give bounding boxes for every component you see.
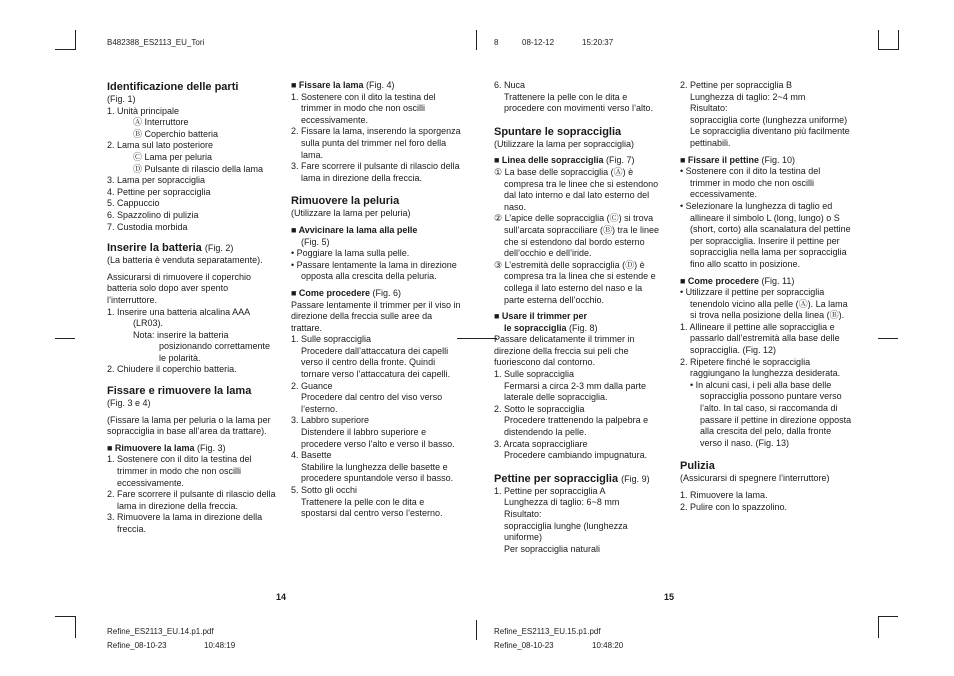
- area-desc: Trattenere la pelle con le dita e spostarsi dal centro verso l’esterno.: [301, 496, 443, 519]
- section-heading-peluria: Rimuovere la peluria: [291, 195, 400, 208]
- comb-detail: Lunghezza di taglio: 2~4 mm: [690, 91, 806, 102]
- area-title: 6. Nuca: [494, 80, 526, 90]
- figure-ref: (Fig. 11): [761, 275, 795, 286]
- comb-item: 1. Pettine per sopracciglia A: [494, 485, 606, 496]
- step-item: 2. Pulire con lo spazzolino.: [680, 501, 788, 512]
- paragraph: Passare lentamente il trimmer per il viso in direzione della freccia sulle aree da trattare.: [291, 299, 461, 333]
- heading-text: Pettine per sopracciglia: [494, 472, 619, 485]
- paragraph: (Fissare la lama per peluria o la lama per sopracciglia in base all’area da trattare).: [107, 414, 271, 437]
- figure-ref: (Fig. 6): [372, 287, 401, 298]
- figure-ref: (Fig. 8): [569, 322, 598, 333]
- area-desc: Procedere cambiando impugnatura.: [504, 450, 648, 461]
- figure-ref: (Fig. 5): [301, 236, 330, 247]
- figure-ref: (Fig. 1): [107, 94, 136, 104]
- subheading: ■ Avvicinare la lama alla pelle: [291, 224, 418, 235]
- page-number-right: 15: [664, 592, 675, 602]
- line-item: ③ L’estremità delle sopracciglia (Ⓓ) è compresa tra la linea che si estende e collega il lato esterno del naso e la parte esterna dell’occhio.: [494, 259, 656, 305]
- subheading-text: ■ Fissare la lama: [291, 80, 364, 90]
- subheading: [291, 288, 461, 300]
- part-item: 4. Pettine per sopracciglia: [107, 186, 211, 197]
- area-desc: Trattenere la pelle con le dita e procedere con movimenti verso l’alto.: [504, 91, 654, 114]
- subheading-text: ■ Rimuovere la lama: [107, 442, 195, 453]
- footer-left-date: Refine_08-10-23: [107, 641, 167, 650]
- paragraph: Assicurarsi di rimuovere il coperchio batteria solo dopo aver spento l’interruttore.: [107, 271, 252, 305]
- note-label: Nota: inserire la batteria: [133, 329, 229, 340]
- line-item: ② L’apice delle sopracciglia (Ⓒ) si trova sull’arcata sopracciliare (Ⓑ) tra le linee che si estendono dal bordo esterno dell’occhio e dell’iride.: [494, 213, 660, 259]
- figure-ref: (Fig. 3 e 4): [107, 398, 151, 409]
- subheading: ■ Usare il trimmer per: [494, 311, 587, 322]
- header-page: 8: [494, 38, 499, 47]
- part-subitem: Ⓐ Interruttore: [133, 117, 189, 128]
- part-subitem: Ⓓ Pulsante di rilascio della lama: [133, 163, 264, 174]
- part-item: 6. Spazzolino di pulizia: [107, 209, 199, 220]
- line-item: ① La base delle sopracciglia (Ⓐ) è compresa tra le linee che si estendono dal lato interno e dal lato esterno del naso.: [494, 166, 659, 212]
- comb-detail: Risultato:: [690, 103, 728, 114]
- step-item: 1. Inserire una batteria alcalina AAA: [107, 306, 251, 317]
- comb-detail: sopracciglia lunghe (lunghezza uniforme): [504, 520, 628, 543]
- part-subitem: Ⓑ Coperchio batteria: [133, 128, 219, 139]
- footer-right-file: Refine_ES2113_EU.15.p1.pdf: [494, 627, 601, 636]
- comb-item: 2. Pettine per sopracciglia B: [680, 80, 793, 90]
- subheading: [494, 155, 664, 167]
- figure-ref: (Fig. 2): [204, 243, 234, 254]
- bullet-item: • Poggiare la lama sulla pelle.: [291, 248, 410, 259]
- area-desc: Stabilire la lunghezza delle basette e procedere spuntandole verso il basso.: [301, 461, 454, 484]
- comb-detail: Le sopracciglia diventano più facilmente pettinabili.: [690, 126, 850, 148]
- part-item: 1. Unità principale: [107, 105, 180, 116]
- column-4: [680, 80, 852, 513]
- area-desc: Procedere dall’attaccatura dei capelli verso il centro della fronte. Quindi tornare verso l’attaccatura dei capelli.: [301, 345, 451, 380]
- step-item: 2. Chiudere il coperchio batteria.: [107, 364, 237, 375]
- part-item: 7. Custodia morbida: [107, 221, 188, 232]
- column-1: [107, 80, 277, 536]
- subheading-text: ■ Fissare il pettine: [680, 154, 759, 165]
- step-item: 1. Sostenere con il dito la testina del trimmer in modo che non oscilli eccessivamente.: [291, 91, 436, 125]
- note-line: posizionando correttamente: [159, 341, 271, 352]
- subheading: [107, 443, 277, 455]
- section-heading-eyebrows: Spuntare le sopracciglia: [494, 125, 622, 138]
- part-subitem: Ⓒ Lama per peluria: [133, 151, 213, 162]
- step-item: 3. Fare scorrere il pulsante di rilascio della lama in direzione della freccia.: [291, 161, 460, 183]
- subheading: [494, 323, 664, 335]
- figure-ref: (Fig. 9): [621, 473, 650, 484]
- comb-detail: sopracciglia corte (lunghezza uniforme): [690, 114, 848, 125]
- step-item: 2. Fare scorrere il pulsante di rilascio della lama in direzione della freccia.: [107, 489, 276, 511]
- area-title: 4. Basette: [291, 450, 332, 461]
- part-item: 3. Lama per sopracciglia: [107, 175, 206, 186]
- bullet-item: • Utilizzare il pettine per sopracciglia tenendolo vicino alla pelle (Ⓐ). La lama si trova nella posizione della linea (Ⓑ).: [680, 287, 848, 321]
- area-desc: Procedere trattenendo la palpebra e distendendo la pelle.: [504, 415, 649, 438]
- footer-right-time: 10:48:20: [592, 641, 624, 650]
- footer-left-time: 10:48:19: [204, 641, 236, 650]
- note-text: (Utilizzare la lama per sopracciglia): [494, 138, 635, 149]
- bullet-item: • Selezionare la lunghezza di taglio ed allineare il simbolo L (long, lungo) o S (short, corto) alla scanalatura del pettine per sopracciglia. Inserire il pettine per sopracciglia nella lama per sopracciglia fino allo scatto in posizione.: [680, 200, 851, 269]
- subheading-text: le sopracciglia: [504, 322, 567, 333]
- step-item: 2. Fissare la lama, inserendo la sporgenza sulla punta del trimmer nel foro della lama.: [291, 126, 461, 160]
- area-title: 1. Sulle sopracciglia: [494, 369, 575, 380]
- comb-detail: Per sopracciglia naturali: [504, 543, 601, 554]
- area-title: 5. Sotto gli occhi: [291, 485, 358, 495]
- heading-text: Inserire la batteria: [107, 242, 202, 255]
- paragraph: Passare delicatamente il trimmer in direzione della freccia sui peli che fuoriescono dal contorno.: [494, 334, 635, 368]
- header-date: 08-12-12: [522, 38, 555, 47]
- bullet-item: • Passare lentamente la lama in direzione opposta alla crescita della peluria.: [291, 259, 457, 282]
- area-desc: Distendere il labbro superiore e procedere verso l’alto e verso il basso.: [301, 427, 455, 449]
- area-title: 3. Labbro superiore: [291, 415, 370, 426]
- subheading-text: ■ Come procedere: [680, 275, 759, 286]
- figure-ref: (Fig. 4): [366, 80, 395, 90]
- section-heading-parts: Identificazione delle parti: [107, 81, 239, 93]
- area-title: 3. Arcata sopraccigliare: [494, 438, 588, 449]
- comb-detail: Risultato:: [504, 509, 542, 519]
- area-desc: Fermarsi a circa 2-3 mm dalla parte laterale delle sopracciglia.: [504, 380, 647, 403]
- step-item: 1. Allineare il pettine alle sopracciglia e passarlo dall’estremità alla base delle sopracciglia. (Fig. 12): [680, 321, 840, 356]
- subheading: [291, 80, 461, 92]
- note-line: le polarità.: [159, 352, 201, 363]
- figure-ref: (Fig. 10): [761, 154, 795, 165]
- bullet-item: • Sostenere con il dito la testina del trimmer in modo che non oscilli eccessivamente.: [680, 166, 821, 200]
- area-title: 2. Sotto le sopracciglia: [494, 403, 585, 414]
- part-item: 2. Lama sul lato posteriore: [107, 140, 214, 151]
- figure-ref: (Fig. 3): [197, 442, 226, 453]
- subheading-text: ■ Linea delle sopracciglia: [494, 155, 604, 166]
- section-heading-blade: Fissare e rimuovere la lama: [107, 385, 252, 398]
- subheading-text: ■ Come procedere: [291, 287, 370, 298]
- section-heading-battery: [107, 241, 277, 255]
- section-heading-comb: [494, 472, 664, 486]
- comb-detail: Lunghezza di taglio: 6~8 mm: [504, 497, 620, 508]
- section-heading-cleaning: Pulizia: [680, 460, 715, 473]
- step-continuation: (LR03).: [133, 318, 164, 329]
- footer-right-date: Refine_08-10-23: [494, 641, 554, 650]
- step-item: 2. Ripetere finché le sopracciglia raggiungano la lunghezza desiderata.: [680, 356, 841, 379]
- step-item: 1. Sostenere con il dito la testina del trimmer in modo che non oscilli eccessivamente.: [107, 454, 252, 488]
- header-time: 15:20:37: [582, 38, 614, 47]
- footer-left-file: Refine_ES2113_EU.14.p1.pdf: [107, 627, 214, 636]
- note-text: (La batteria è venduta separatamente).: [107, 255, 263, 266]
- column-3: [494, 80, 664, 555]
- part-item: 5. Cappuccio: [107, 198, 160, 209]
- area-desc: Procedere dal centro del viso verso l’esterno.: [301, 392, 443, 414]
- note-bullet: • In alcuni casi, i peli alla base delle sopracciglia possono puntare verso l’alto. In tal caso, si raccomanda di passare il pettine in direzione opposta alla crescita del pelo, dalla fronte verso il naso. (Fig. 13): [690, 379, 852, 448]
- step-item: 1. Rimuovere la lama.: [680, 490, 768, 500]
- note-text: (Utilizzare la lama per peluria): [291, 208, 411, 219]
- column-2: [291, 80, 461, 520]
- page-number-left: 14: [276, 592, 287, 602]
- step-item: 3. Rimuovere la lama in direzione della freccia.: [107, 512, 263, 534]
- figure-ref: (Fig. 7): [606, 155, 635, 166]
- subheading: [680, 155, 852, 167]
- subheading: [680, 276, 852, 288]
- header-file: B482388_ES2113_EU_Tori: [107, 38, 205, 47]
- area-title: 1. Sulle sopracciglia: [291, 334, 372, 345]
- note-text: (Assicurarsi di spegnere l’interruttore): [680, 473, 830, 484]
- area-title: 2. Guance: [291, 380, 333, 391]
